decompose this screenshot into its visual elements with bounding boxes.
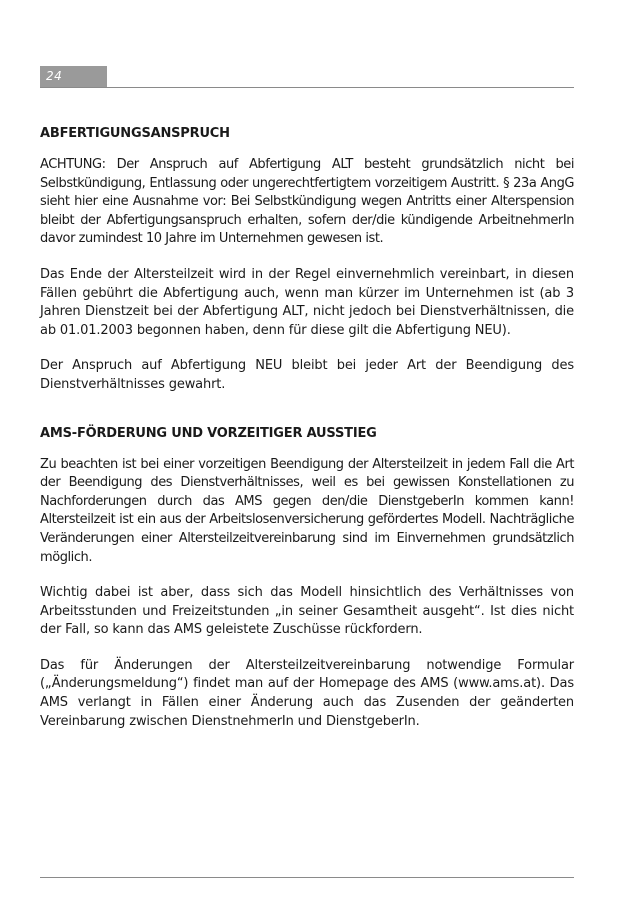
section-abfertigungsanspruch <box>40 124 574 395</box>
header-rule <box>40 87 574 88</box>
footer-rule <box>40 877 574 878</box>
paragraph: Wichtig dabei ist aber, dass sich das Modell hinsichtlich des Verhältnisses von Arbeitsstunden und Freizeitstunden „in seiner Gesamtheit ausgeht“. Ist dies nicht der Fall, so kann das AMS geleistete Zuschüsse rückfordern. <box>40 585 574 638</box>
paragraph: ACHTUNG: Der Anspruch auf Abfertigung ALT besteht grundsätzlich nicht bei Selbstkündigung, Entlassung oder ungerechtfertigtem vorzeitigem Austritt. § 23a AngG sieht hier eine Ausnahme vor: Bei Selbstkündigung wegen Antritts einer Alterspension bleibt der Abfertigungsanspruch erhalten, sofern der/die kündigende ArbeitnehmerIn davor zumindest 10 Jahre im Unternehmen gewesen ist. <box>40 157 574 247</box>
paragraph: Das Ende der Altersteilzeit wird in der Regel einvernehmlich vereinbart, in diesen Fällen gebührt die Abfertigung auch, wenn man kürzer im Unternehmen ist (ab 3 Jahren Dienstzeit bei der Abfertigung ALT, nicht jedoch bei Dienstverhältnissen, die ab 01.01.2003 begonnen haben, denn für diese gilt die Abfertigung NEU). <box>40 266 574 338</box>
paragraph: Zu beachten ist bei einer vorzeitigen Beendigung der Altersteilzeit in jedem Fall die Art der Beendigung des Dienstverhältnisses, weil es bei gewissen Konstellationen zu Nachforderungen durch das AMS gegen den/die DienstgeberIn kommen kann! Altersteilzeit ist ein aus der Arbeitslosenversicherung gefördertes Modell. Nachträgliche Veränderungen einer Altersteilzeitvereinbarung sind im Einvernehmen grundsätzlich möglich. <box>40 456 574 565</box>
page-number: 24 <box>46 69 63 83</box>
section-gap <box>40 412 574 424</box>
page-number-box <box>40 66 107 87</box>
page-content <box>40 124 574 748</box>
paragraph: Der Anspruch auf Abfertigung NEU bleibt bei jeder Art der Beendigung des Dienstverhältnisses gewahrt. <box>40 358 574 392</box>
section-ams-foerderung <box>40 424 574 732</box>
section-heading: AMS-FÖRDERUNG UND VORZEITIGER AUSSTIEG <box>40 425 377 441</box>
paragraph: Das für Änderungen der Altersteilzeitvereinbarung notwendige Formular („Änderungsmeldung“) findet man auf der Homepage des AMS (www.ams.at). Das AMS verlangt in Fällen einer Änderung auch das Zusenden der geänderten Vereinbarung zwischen DienstnehmerIn und DienstgeberIn. <box>40 657 574 729</box>
section-heading: ABFERTIGUNGSANSPRUCH <box>40 126 230 141</box>
